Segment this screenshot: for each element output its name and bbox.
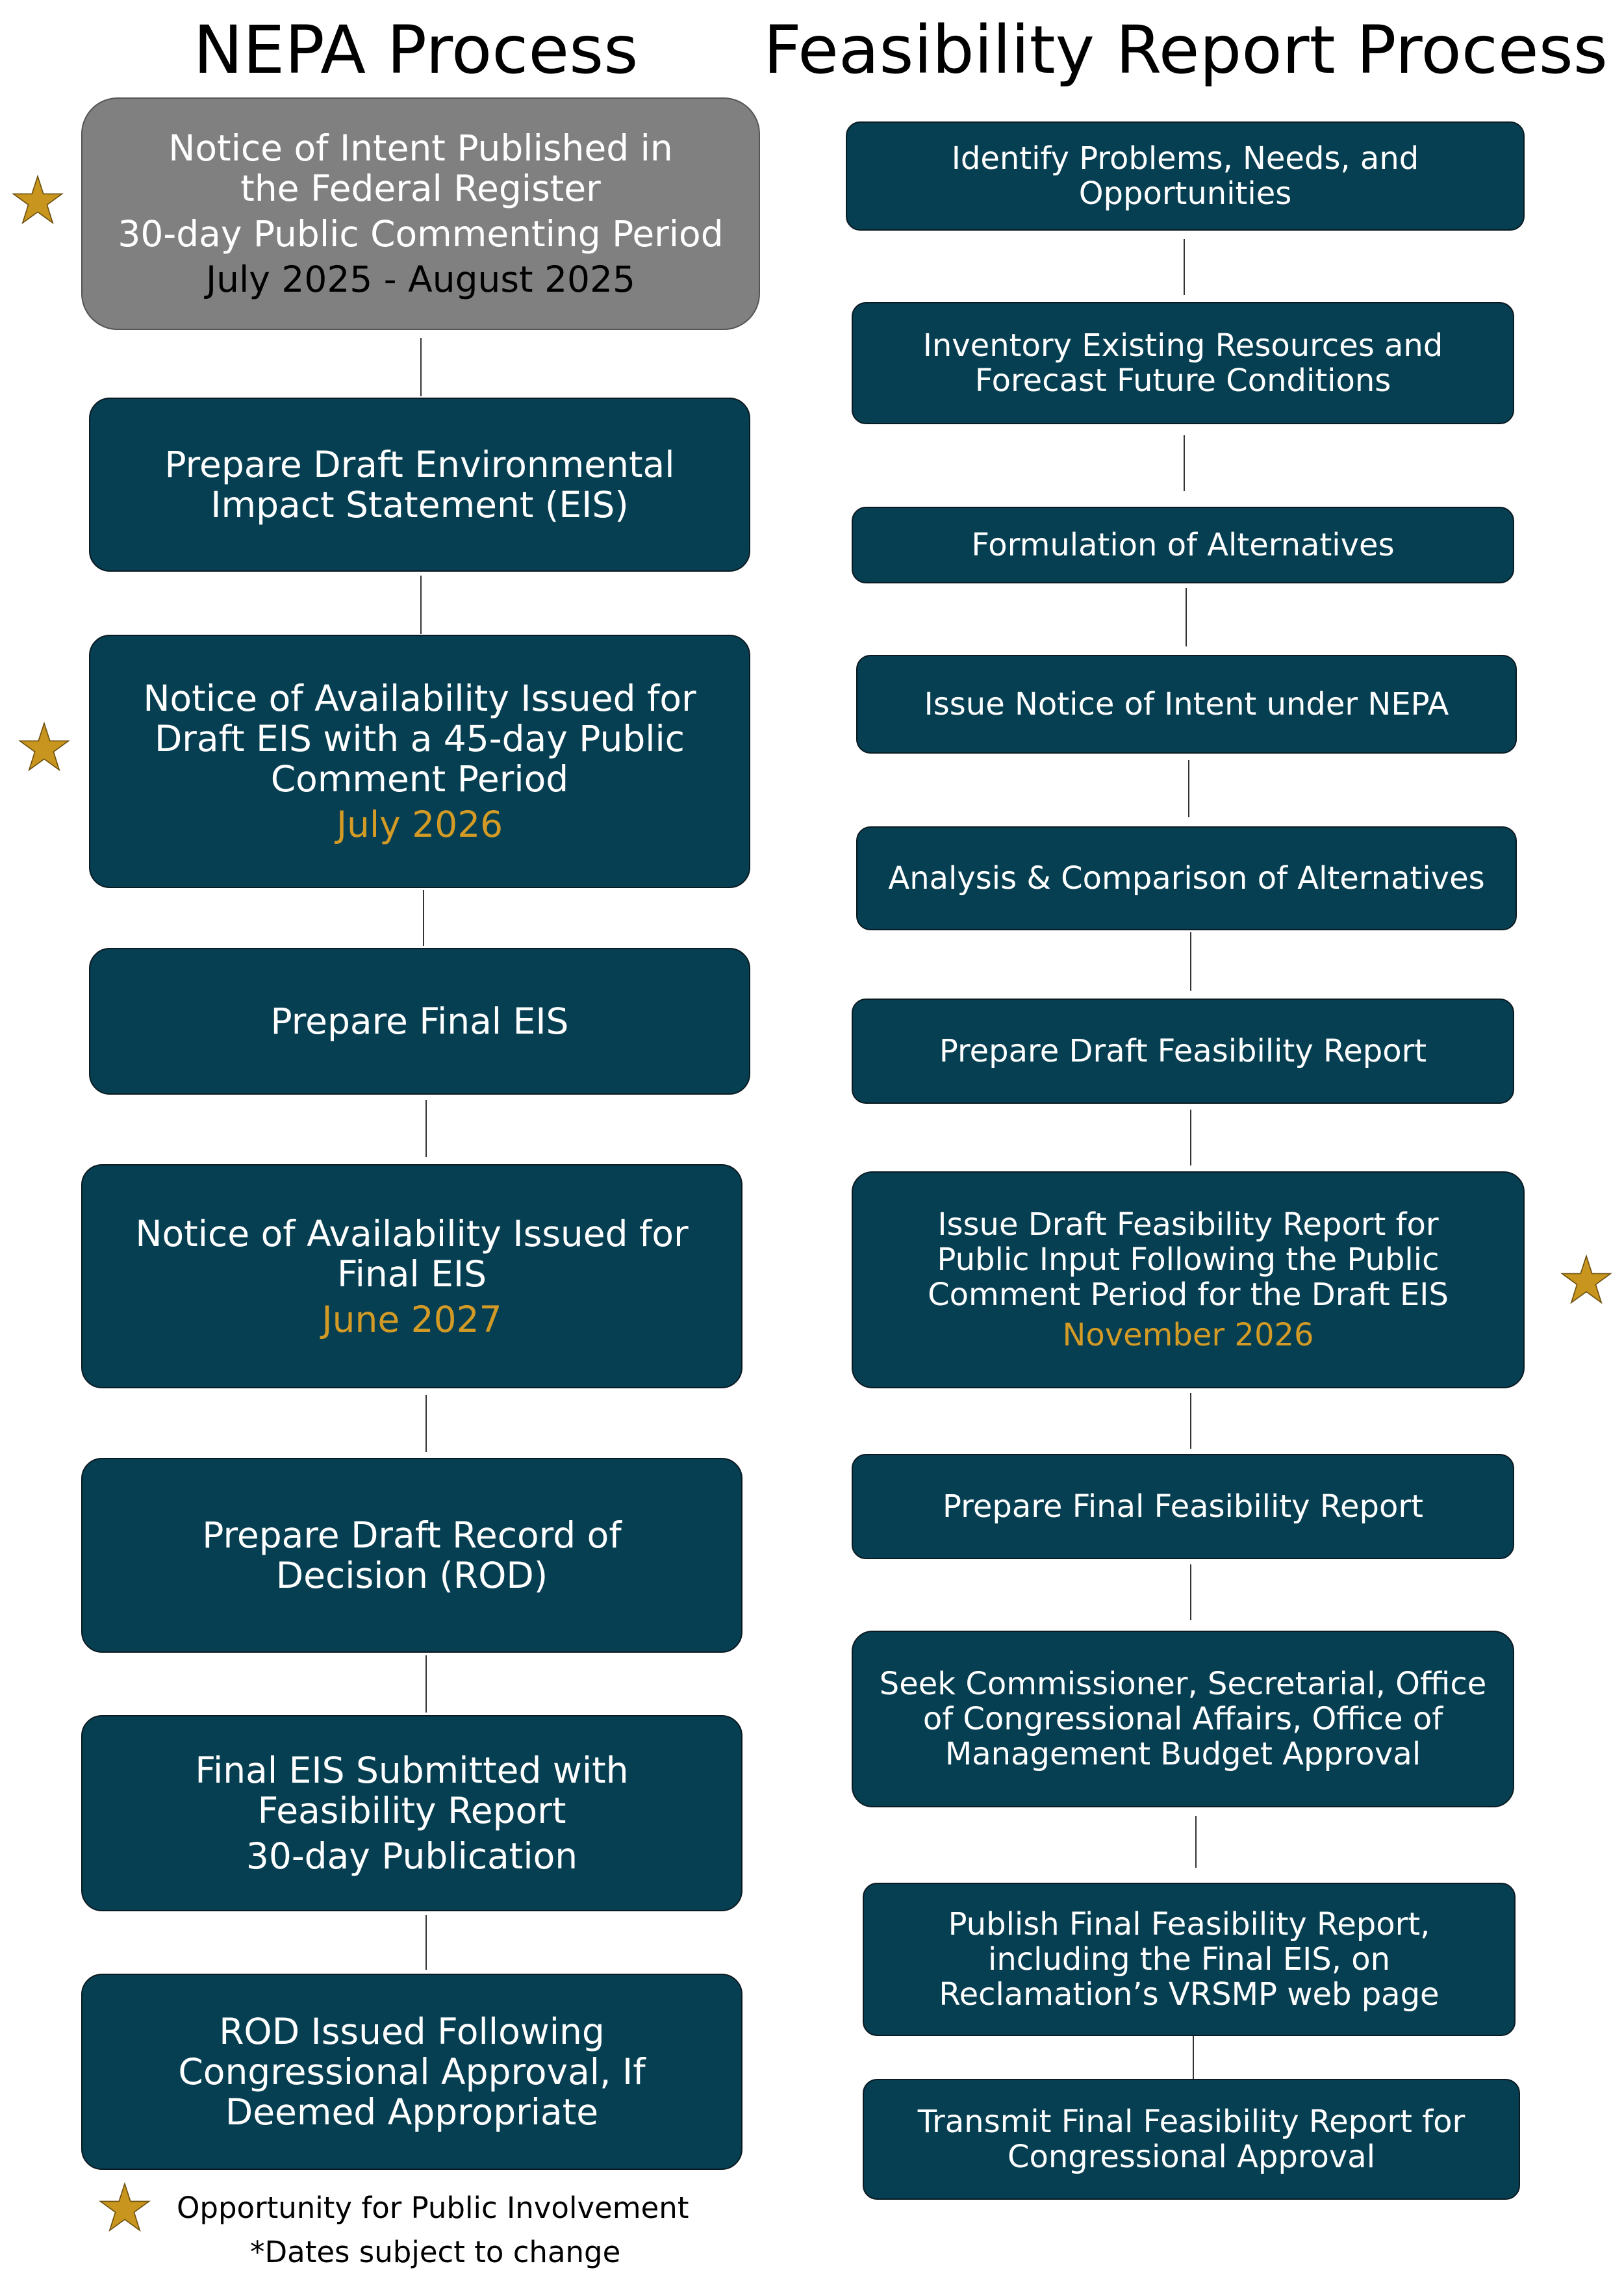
- feas-step-9: [852, 1631, 1514, 1807]
- feas-connector-3: [1186, 588, 1187, 646]
- nepa-step-5: [81, 1164, 742, 1388]
- nepa-step-1-text: Notice of Intent Published in the Federal Register: [168, 127, 673, 209]
- star-icon-feas-step-7: [1560, 1254, 1612, 1306]
- feas-step-7-text: Issue Draft Feasibility Report for Public Input Following the Public Comment Period for the Draft EIS: [928, 1206, 1449, 1313]
- feas-connector-1: [1184, 239, 1185, 295]
- feas-step-4: [856, 655, 1517, 754]
- nepa-step-7-text: Final EIS Submitted with Feasibility Report: [195, 1750, 629, 1831]
- feas-step-3-text: Formulation of Alternatives: [971, 527, 1395, 563]
- nepa-step-6-text: Prepare Draft Record of Decision (ROD): [202, 1514, 622, 1596]
- feas-step-11-text: Transmit Final Feasibility Report for Congressional Approval: [917, 2104, 1465, 2175]
- nepa-step-8: [81, 1974, 742, 2170]
- legend-note: *Dates subject to change: [250, 2235, 621, 2269]
- nepa-connector-6: [425, 1655, 427, 1713]
- legend-star-label: Opportunity for Public Involvement: [177, 2191, 689, 2225]
- feas-connector-6: [1190, 1110, 1191, 1165]
- feas-step-2-text: Inventory Existing Resources and Forecast Future Conditions: [922, 327, 1443, 399]
- nepa-step-2-text: Prepare Draft Environmental Impact Statement (EIS): [164, 444, 675, 526]
- nepa-step-1: [81, 97, 760, 330]
- feas-step-7: [852, 1171, 1525, 1388]
- nepa-step-3: [89, 635, 750, 888]
- feas-step-2: [852, 302, 1514, 424]
- nepa-step-4: [89, 948, 750, 1095]
- feas-step-9-text: Seek Commissioner, Secretarial, Office of Congressional Affairs, Office of Management Budget Approval: [879, 1666, 1487, 1772]
- nepa-step-2: [89, 398, 750, 572]
- nepa-step-3-date: July 2026: [336, 804, 503, 845]
- nepa-connector-2: [420, 576, 422, 634]
- feas-step-5: [856, 826, 1517, 930]
- nepa-connector-3: [423, 890, 424, 946]
- nepa-step-7: [81, 1715, 742, 1911]
- nepa-step-8-text: ROD Issued Following Congressional Approval, If Deemed Appropriate: [178, 2011, 646, 2133]
- feas-step-8-text: Prepare Final Feasibility Report: [943, 1488, 1423, 1525]
- feas-step-8: [852, 1454, 1514, 1559]
- star-icon-nepa-step-3: [18, 721, 70, 773]
- feas-step-5-text: Analysis & Comparison of Alternatives: [888, 860, 1485, 897]
- nepa-connector-1: [420, 338, 422, 396]
- feasibility-title: Feasibility Report Process: [763, 12, 1608, 89]
- nepa-connector-4: [425, 1100, 427, 1157]
- nepa-connector-7: [425, 1915, 427, 1970]
- feas-connector-9: [1195, 1816, 1197, 1868]
- nepa-step-4-text: Prepare Final EIS: [270, 1000, 569, 1042]
- feas-connector-2: [1184, 435, 1185, 491]
- feas-step-10: [863, 1883, 1516, 2036]
- feas-step-6-text: Prepare Draft Feasibility Report: [939, 1033, 1427, 1069]
- feas-step-10-text: Publish Final Feasibility Report, including the Final EIS, on Reclamation’s VRSMP web page: [939, 1906, 1440, 2013]
- nepa-step-5-text: Notice of Availability Issued for Final EIS: [135, 1212, 689, 1295]
- nepa-step-1-date: July 2025 - August 2025: [205, 259, 636, 300]
- nepa-step-1-subtext: 30-day Public Commenting Period: [118, 213, 724, 255]
- feas-connector-7: [1190, 1393, 1191, 1449]
- nepa-title: NEPA Process: [193, 12, 639, 89]
- feas-connector-8: [1190, 1564, 1191, 1620]
- nepa-step-5-date: June 2027: [322, 1298, 502, 1340]
- nepa-step-6: [81, 1458, 742, 1653]
- feas-step-3: [852, 507, 1514, 583]
- nepa-step-7-subtext: 30-day Publication: [246, 1835, 578, 1877]
- nepa-step-3-text: Notice of Availability Issued for Draft EIS with a 45-day Public Comment Period: [143, 678, 696, 800]
- feas-step-1: [846, 121, 1525, 231]
- feas-step-7-date: November 2026: [1062, 1317, 1314, 1353]
- feas-connector-10: [1193, 2036, 1194, 2079]
- feas-connector-4: [1188, 760, 1189, 817]
- feas-step-4-text: Issue Notice of Intent under NEPA: [924, 686, 1449, 722]
- star-icon-legend: [99, 2182, 151, 2234]
- star-icon-nepa-step-1: [12, 174, 64, 226]
- feas-step-1-text: Identify Problems, Needs, and Opportunities: [951, 140, 1419, 212]
- feas-step-11: [863, 2079, 1520, 2200]
- feas-connector-5: [1190, 932, 1191, 991]
- feas-step-6: [852, 999, 1514, 1104]
- nepa-connector-5: [425, 1395, 427, 1452]
